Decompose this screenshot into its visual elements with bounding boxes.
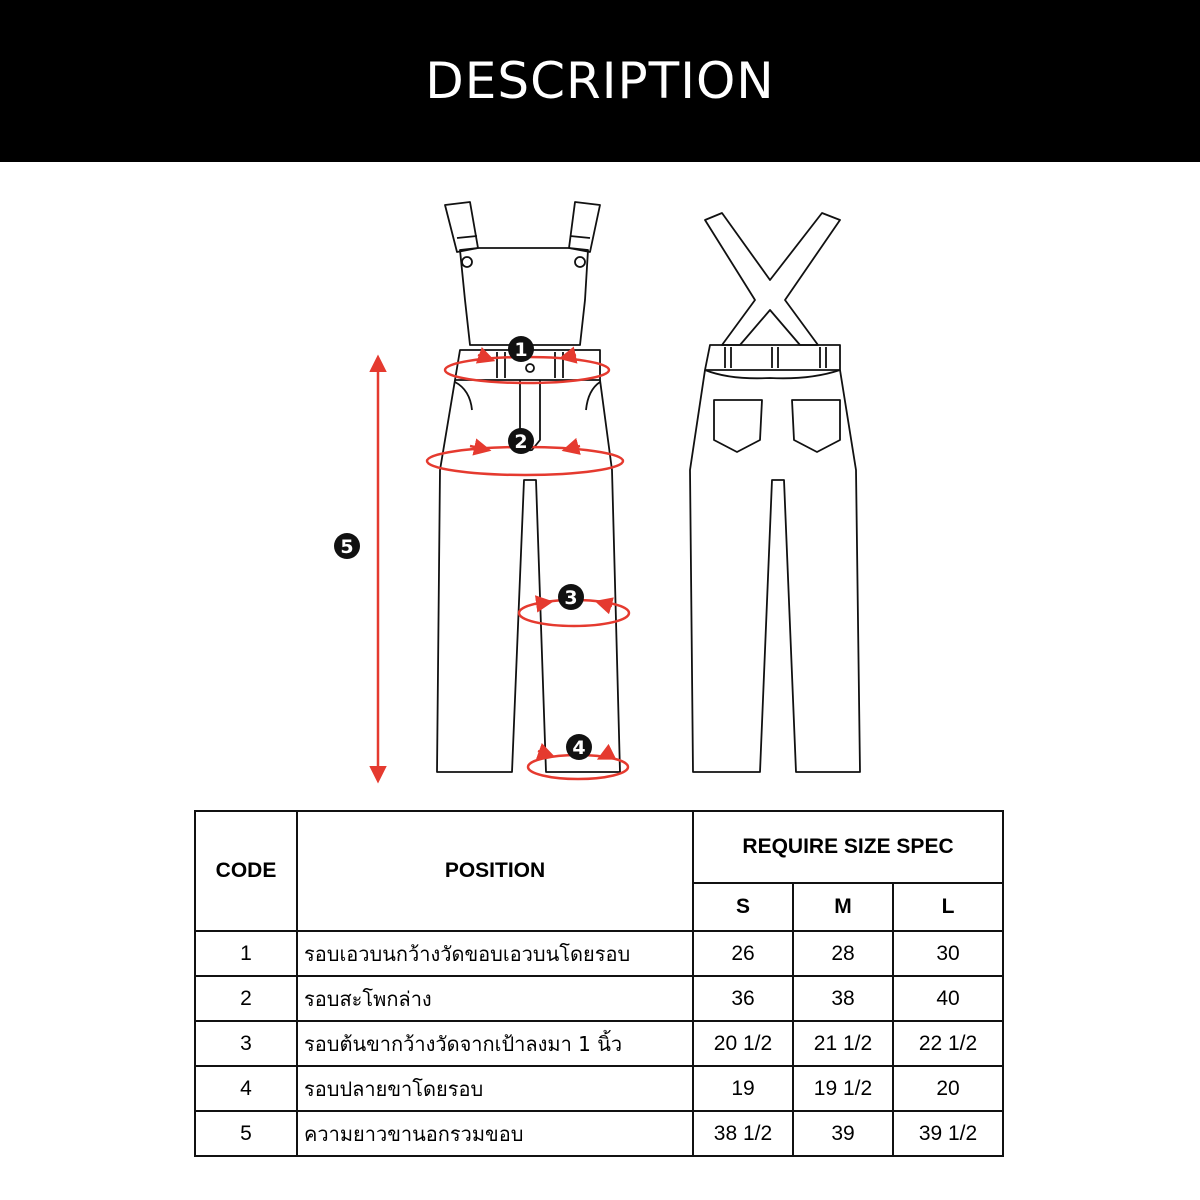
size-header-s: S	[693, 883, 793, 931]
size-spec-table	[194, 810, 1004, 1157]
size-header-l: L	[893, 883, 1003, 931]
row-position: รอบปลายขาโดยรอบ	[297, 1066, 693, 1111]
svg-text:3: 3	[564, 587, 578, 609]
row-value-m: 39	[793, 1111, 893, 1156]
row-value-s: 26	[693, 931, 793, 976]
row-value-s: 20 1/2	[693, 1021, 793, 1066]
table-row	[195, 1021, 1003, 1066]
row-code: 2	[195, 976, 297, 1021]
row-code: 1	[195, 931, 297, 976]
table-row	[195, 1111, 1003, 1156]
row-value-s: 19	[693, 1066, 793, 1111]
table-row	[195, 931, 1003, 976]
measurement-overlay	[378, 355, 629, 780]
size-spec-header: REQUIRE SIZE SPEC	[693, 811, 1003, 883]
row-code: 3	[195, 1021, 297, 1066]
svg-text:5: 5	[340, 536, 354, 558]
row-value-l: 30	[893, 931, 1003, 976]
row-value-l: 20	[893, 1066, 1003, 1111]
row-value-m: 21 1/2	[793, 1021, 893, 1066]
back-view-drawing	[690, 213, 860, 772]
svg-text:4: 4	[572, 737, 586, 759]
row-value-s: 38 1/2	[693, 1111, 793, 1156]
svg-text:2: 2	[514, 431, 528, 453]
row-value-l: 39 1/2	[893, 1111, 1003, 1156]
table-row	[195, 1066, 1003, 1111]
row-position: รอบต้นขากว้างวัดจากเป้าลงมา 1 นิ้ว	[297, 1021, 693, 1066]
row-position: รอบเอวบนกว้างวัดขอบเอวบนโดยรอบ	[297, 931, 693, 976]
row-code: 4	[195, 1066, 297, 1111]
page-title: DESCRIPTION	[425, 52, 775, 110]
row-value-m: 19 1/2	[793, 1066, 893, 1111]
row-value-s: 36	[693, 976, 793, 1021]
size-header-m: M	[793, 883, 893, 931]
position-header: POSITION	[297, 811, 693, 931]
marker-badge-2	[508, 428, 534, 454]
marker-badge-3	[558, 584, 584, 610]
header-banner	[0, 0, 1200, 162]
row-value-m: 28	[793, 931, 893, 976]
row-value-m: 38	[793, 976, 893, 1021]
row-code: 5	[195, 1111, 297, 1156]
marker-badge-5	[334, 533, 360, 559]
row-value-l: 40	[893, 976, 1003, 1021]
row-position: รอบสะโพกล่าง	[297, 976, 693, 1021]
marker-badge-1	[508, 336, 534, 362]
svg-text:1: 1	[514, 339, 528, 361]
code-header: CODE	[195, 811, 297, 931]
overalls-diagram	[0, 162, 1200, 802]
row-value-l: 22 1/2	[893, 1021, 1003, 1066]
table-row	[195, 976, 1003, 1021]
marker-badge-4	[566, 734, 592, 760]
row-position: ความยาวขานอกรวมขอบ	[297, 1111, 693, 1156]
front-view-drawing	[437, 202, 620, 772]
